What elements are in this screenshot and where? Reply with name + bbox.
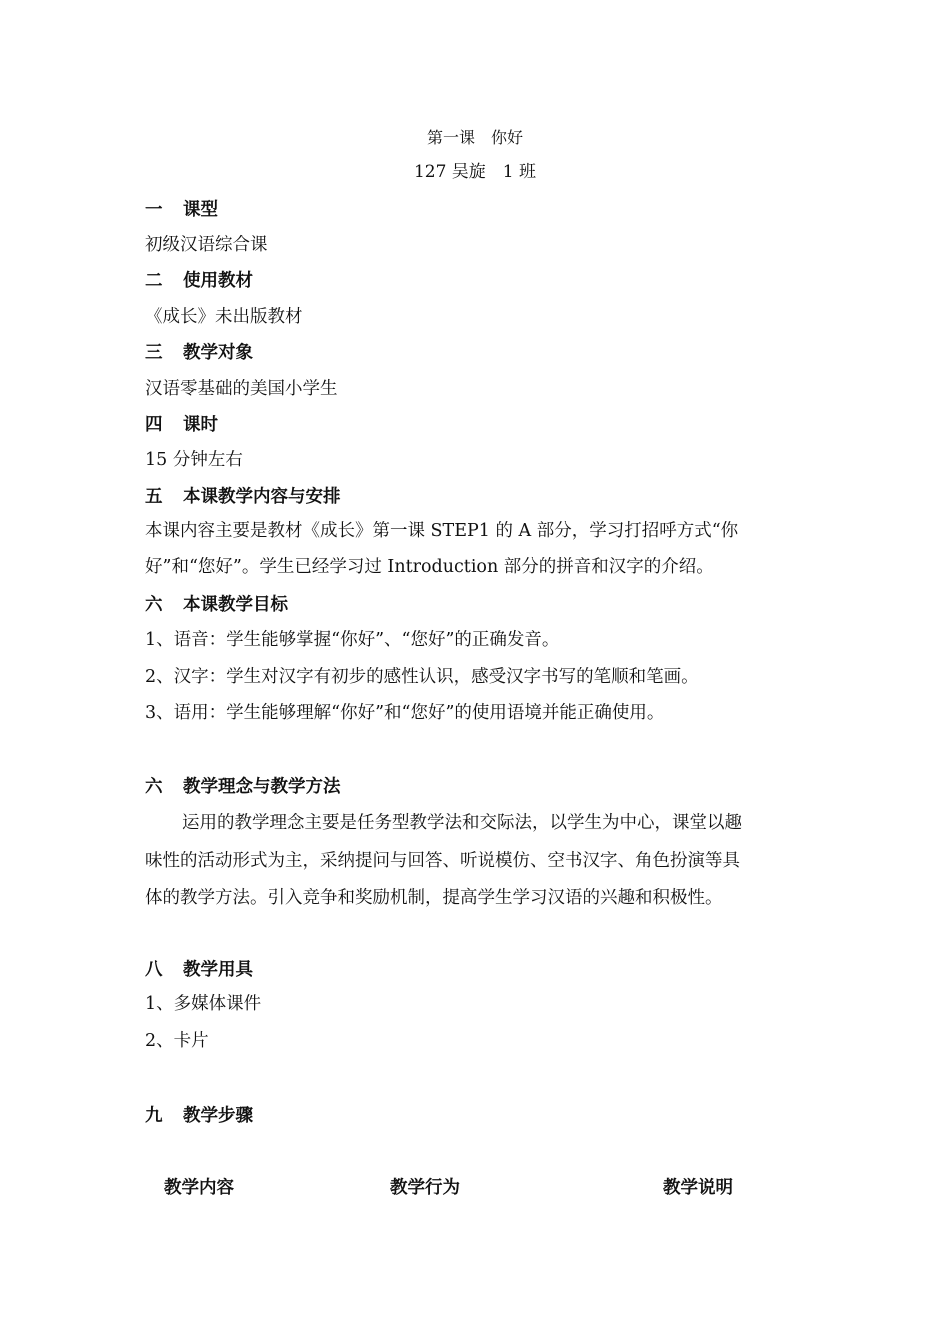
section-number: 六: [145, 777, 163, 797]
paragraph-line: 初级汉语综合课: [145, 235, 268, 255]
paragraph-line: 15 分钟左右: [145, 450, 243, 470]
section-number: 五: [145, 487, 163, 507]
section-number: 四: [145, 415, 163, 435]
section-heading-course-type: [145, 198, 218, 222]
section-number: 八: [145, 960, 163, 980]
section-heading-methods: [145, 775, 341, 799]
section-heading-steps: [145, 1104, 253, 1128]
section-title: 教学用具: [183, 960, 253, 980]
paragraph-line: 《成长》未出版教材: [145, 307, 303, 327]
list-item: 1、语音：学生能够掌握“你好”、“您好”的正确发音。: [145, 630, 560, 650]
paragraph-line: 味性的活动形式为主，采纳提问与回答、听说模仿、空书汉字、角色扮演等具: [145, 851, 740, 871]
paragraph-line: 本课内容主要是教材《成长》第一课 STEP1 的 A 部分，学习打招呼方式“你: [145, 521, 739, 541]
list-item: 2、卡片: [145, 1031, 209, 1051]
section-title: 课型: [183, 200, 218, 220]
lesson-title: 第一课 你好: [426, 128, 523, 147]
section-heading-textbook: [145, 269, 253, 293]
section-heading-content: [145, 485, 341, 509]
list-item: 2、汉字：学生对汉字有初步的感性认识，感受汉字书写的笔顺和笔画。: [145, 667, 699, 687]
section-heading-audience: [145, 341, 253, 365]
list-item: 3、语用：学生能够理解“你好”和“您好”的使用语境并能正确使用。: [145, 703, 665, 723]
table-header-cell: 教学内容: [164, 1178, 234, 1198]
paragraph-line: 体的教学方法。引入竞争和奖励机制，提高学生学习汉语的兴趣和积极性。: [145, 888, 723, 908]
section-title: 教学理念与教学方法: [183, 777, 341, 797]
paragraph-line: 汉语零基础的美国小学生: [145, 379, 338, 399]
section-number: 一: [145, 200, 163, 220]
section-title: 课时: [183, 415, 218, 435]
paragraph-line: 运用的教学理念主要是任务型教学法和交际法，以学生为中心，课堂以趣: [182, 813, 742, 833]
section-heading-objectives: [145, 593, 288, 617]
table-header-cell: 教学说明: [663, 1178, 733, 1198]
section-title: 教学步骤: [183, 1106, 253, 1126]
section-title: 使用教材: [183, 271, 253, 291]
section-title: 教学对象: [183, 343, 253, 363]
section-number: 三: [145, 343, 163, 363]
table-header-cell: 教学行为: [390, 1178, 460, 1198]
section-number: 九: [145, 1106, 163, 1126]
section-heading-tools: [145, 958, 253, 982]
section-title: 本课教学目标: [183, 595, 288, 615]
author-line: 127 吴旋 1 班: [413, 162, 537, 182]
section-number: 二: [145, 271, 163, 291]
section-heading-duration: [145, 413, 218, 437]
section-title: 本课教学内容与安排: [183, 487, 341, 507]
section-number: 六: [145, 595, 163, 615]
paragraph-line: 好”和“您好”。学生已经学习过 Introduction 部分的拼音和汉字的介绍。: [145, 557, 714, 577]
list-item: 1、多媒体课件: [145, 994, 262, 1014]
